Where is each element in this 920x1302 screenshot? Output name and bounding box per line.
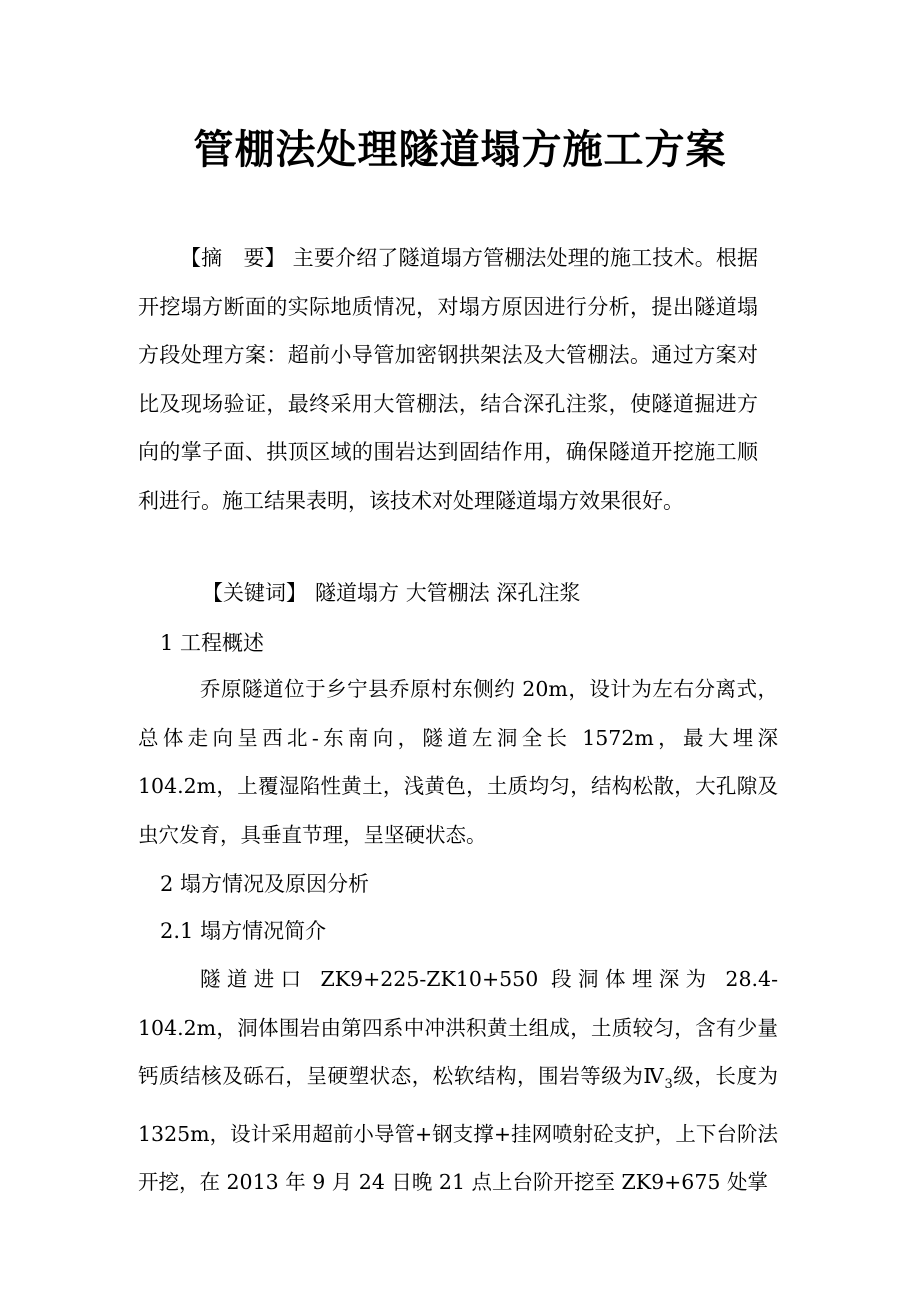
abstract-text: 主要介绍了隧道塌方管棚法处理的施工技术。根据开挖塌方断面的实际地质情况，对塌方原因进行分析，提出隧道塌方段处理方案：超前小导管加密钢拱架法及大管棚法。通过方案对比及现场验证，最终采用大管棚法，结合深孔注浆，使隧道掘进方向的掌子面、拱顶区域的围岩达到固结作用，确保隧道开挖施工顺利进行。施工结果表明，该技术对处理隧道塌方效果很好。 xyxy=(138,246,759,513)
section2-heading: 2 塌方情况及原因分析 xyxy=(160,872,370,896)
keywords-line xyxy=(202,569,580,617)
subscript-grade: 3 xyxy=(664,1077,673,1093)
section2-1-heading: 2.1 塌方情况简介 xyxy=(160,919,327,943)
keyword-item: 深孔注浆 xyxy=(496,581,581,605)
abstract-paragraph xyxy=(138,234,758,525)
section2-1-paragraph xyxy=(138,955,778,1207)
keywords-label: 【关键词】 xyxy=(202,581,307,605)
paragraph-text-part2: 级，长度为 1325m，设计采用超前小导管+钢支撑+挂网喷射砼支护，上下台阶法开挖，在 2013 年 9 月 24 日晚 21 点上台阶开挖至 ZK9+675 处掌 xyxy=(138,1064,779,1195)
section1-heading: 1 工程概述 xyxy=(160,631,265,655)
paragraph-text-part1: 隧道进口 ZK9+225-ZK10+550 段洞体埋深为 28.4-104.2m，洞体围岩由第四系中冲洪积黄土组成，土质较匀，含有少量钙质结核及砾石，呈硬塑状态，松软结构，围岩等级为Ⅳ xyxy=(138,967,778,1088)
section1-paragraph: 乔原隧道位于乡宁县乔原村东侧约 20m，设计为左右分离式，总体走向呈西北-东南向，隧道左洞全长 1572m，最大埋深 104.2m，上覆湿陷性黄土，浅黄色，土质均匀，结构松散，大孔隙及虫穴发育，具垂直节理，呈坚硬状态。 xyxy=(138,677,778,847)
document-title: 管棚法处理隧道塌方施工方案 xyxy=(193,127,727,173)
keyword-item: 隧道塌方 xyxy=(315,581,399,605)
abstract-label: 【摘 要】 xyxy=(180,246,286,270)
keyword-item: 大管棚法 xyxy=(405,581,490,605)
